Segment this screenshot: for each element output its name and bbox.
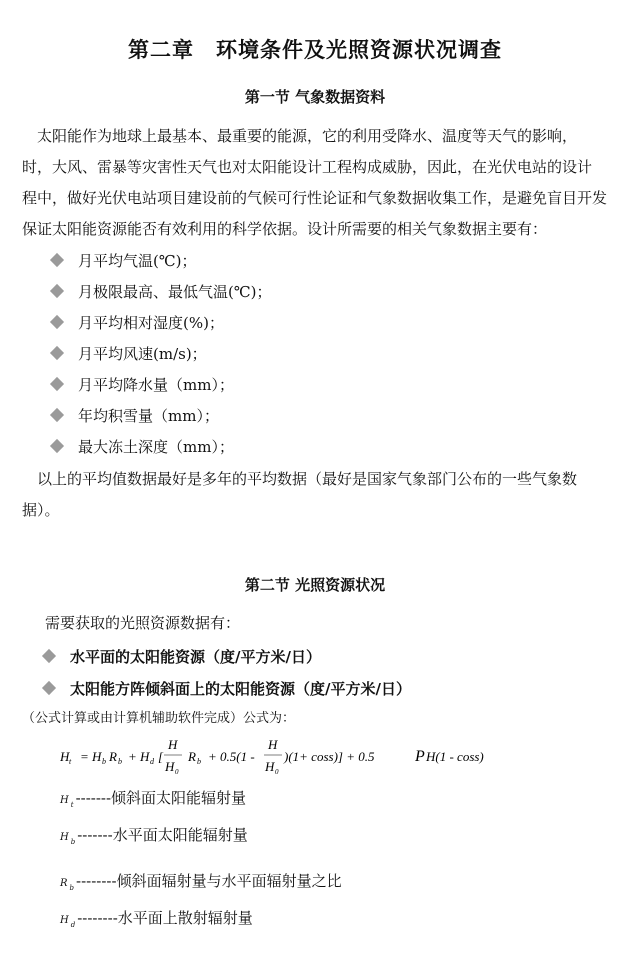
list-item: 月极限最高、最低气温(℃)；	[52, 277, 272, 308]
section1-intro	[22, 121, 630, 245]
section1-closing	[22, 464, 630, 526]
diamond-bullet-icon	[50, 315, 64, 329]
formula-term: P	[415, 748, 425, 765]
list-item: 月平均降水量（mm）；	[52, 370, 234, 401]
diamond-bullet-icon	[50, 377, 64, 391]
formula-term: )(1+ coss)] + 0.5	[284, 749, 375, 764]
diamond-bullet-icon	[50, 408, 64, 422]
formula-term: R	[188, 749, 196, 764]
definition-item: H $_d$ --------水平面上散射辐射量	[60, 909, 253, 929]
formula-lhs: H	[60, 749, 70, 764]
diamond-bullet-icon	[42, 681, 56, 695]
diamond-bullet-icon	[50, 346, 64, 360]
definition-item: R $_b$ --------倾斜面辐射量与水平面辐射量之比	[60, 872, 342, 892]
formula-term: b	[102, 757, 106, 766]
definition-item: H $_b$ -------水平面太阳能辐射量	[60, 826, 248, 846]
definition-item: H $_t$ -------倾斜面太阳能辐射量	[60, 789, 247, 809]
closing-line: 以上的平均值数据最好是多年的平均数据（最好是国家气象部门公布的一些气象数	[22, 470, 578, 488]
list-item: 最大冻土深度（mm）；	[52, 432, 234, 463]
formula-term: b	[118, 757, 122, 766]
intro-line: 太阳能作为地球上最基本、最重要的能源，它的利用受降水、温度等天气的影响，	[22, 127, 578, 145]
list-item: 年均积雪量（mm）；	[52, 401, 219, 432]
list-item: 太阳能方阵倾斜面上的太阳能资源（度/平方米/日）	[44, 674, 411, 704]
formula-note: （公式计算或由计算机辅助软件完成）公式为：	[22, 711, 296, 726]
formula	[60, 737, 580, 777]
formula-term: H(1 - coss)	[426, 749, 484, 764]
formula-frac-num: H	[168, 737, 178, 752]
formula-term: + H	[128, 749, 150, 764]
formula-frac-den: H	[165, 759, 175, 774]
formula-term: R	[109, 749, 117, 764]
formula-term: + 0.5(1 -	[208, 749, 255, 764]
intro-line: 程中，做好光伏电站项目建设前的气候可行性论证和气象数据收集工作，是避免盲目开发	[22, 189, 608, 207]
formula-frac-num: H	[268, 737, 278, 752]
formula-term: b	[197, 757, 201, 766]
intro-line: 保证太阳能资源能否有效利用的科学依据。设计所需要的相关气象数据主要有：	[22, 220, 548, 238]
diamond-bullet-icon	[50, 284, 64, 298]
section2-title: 第二节 光照资源状况	[244, 576, 386, 594]
list-item: 月平均风速(m/s)；	[52, 339, 207, 370]
formula-lhs-sub: t	[69, 757, 72, 766]
formula-frac-den-sub: 0	[175, 768, 179, 776]
intro-line: 时，大风、雷暴等灾害性天气也对太阳能设计工程构成威胁，因此，在光伏电站的设计	[22, 158, 593, 176]
formula-frac-den: H	[265, 759, 275, 774]
formula-term: d	[150, 757, 154, 766]
list-item: 月平均相对湿度(%)；	[52, 308, 224, 339]
formula-frac-den-sub: 0	[275, 768, 279, 776]
section1-title: 第一节 气象数据资料	[244, 88, 386, 106]
closing-line: 据）。	[22, 501, 60, 519]
list-item: 月平均气温(℃)；	[52, 246, 197, 277]
diamond-bullet-icon	[50, 253, 64, 267]
formula-term: = H	[80, 749, 102, 764]
section2-intro: 需要获取的光照资源数据有：	[30, 614, 241, 632]
chapter-title: 第二章 环境条件及光照资源状况调查	[128, 37, 502, 62]
diamond-bullet-icon	[50, 439, 64, 453]
formula-term: [	[158, 749, 164, 764]
diamond-bullet-icon	[42, 649, 56, 663]
list-item: 水平面的太阳能资源（度/平方米/日）	[44, 642, 321, 672]
